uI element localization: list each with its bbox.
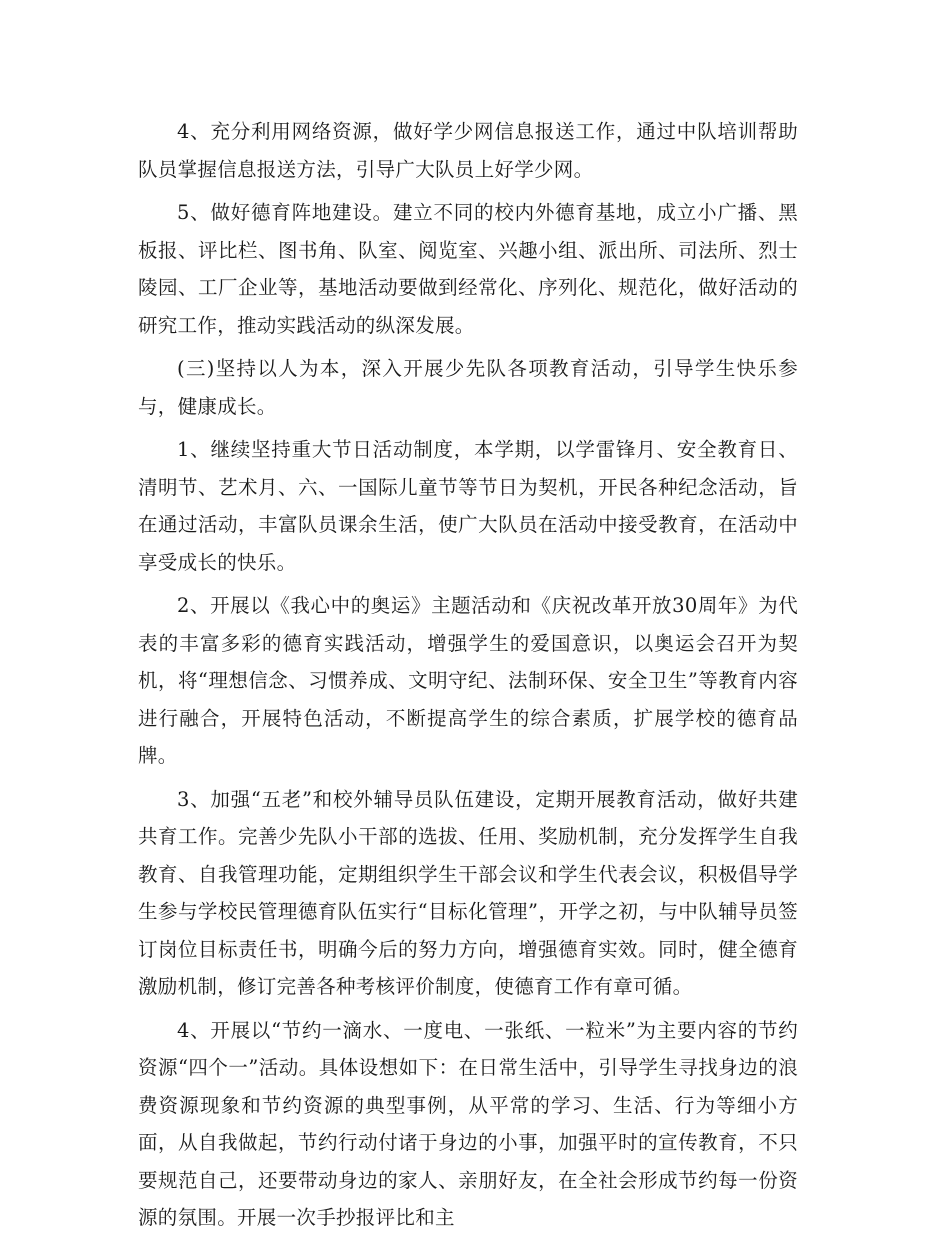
paragraph-item-5-moral-base: 5、做好德育阵地建设。建立不同的校内外德育基地，成立小广播、黑板报、评比栏、图书角、队室、阅览室、兴趣小组、派出所、司法所、烈士陵园、工厂企业等，基地活动要做到经常化、序列化、规范化，做好活动的研究工作，推动实践活动的纵深发展。 (138, 201, 798, 337)
paragraph-item-2-olympics: 2、开展以《我心中的奥运》主题活动和《庆祝改革开放30周年》为代表的丰富多彩的德育实践活动，增强学生的爱国意识，以奥运会召开为契机，将“理想信念、习惯养成、文明守纪、法制环保、安全卫生”等教育内容进行融合，开展特色活动，不断提高学生的综合素质，扩展学校的德育品牌。 (138, 594, 798, 767)
paragraph-item-4-network: 4、充分利用网络资源，做好学少网信息报送工作，通过中队培训帮助队员掌握信息报送方法，引导广大队员上好学少网。 (138, 120, 798, 181)
paragraph-item-4-saving: 4、开展以“节约一滴水、一度电、一张纸、一粒米”为主要内容的节约资源“四个一”活动。具体设想如下：在日常生活中，引导学生寻找身边的浪费资源现象和节约资源的典型事例，从平常的学习、生活、行为等细小方面，从自我做起，节约行动付诸于身边的小事，加强平时的宣传教育，不只要规范自己，还要带动身边的家人、亲朋好友，在全社会形成节约每一份资源的氛围。开展一次手抄报评比和主 (138, 1018, 798, 1229)
paragraph-item-3-counselors: 3、加强“五老”和校外辅导员队伍建设，定期开展教育活动，做好共建共育工作。完善少先队小干部的选拔、任用、奖励机制，充分发挥学生自我教育、自我管理功能，定期组织学生干部会议和学生代表会议，积极倡导学生参与学校民管理德育队伍实行“目标化管理”，开学之初，与中队辅导员签订岗位目标责任书，明确今后的努力方向，增强德育实效。同时，健全德育激励机制，修订完善各种考核评价制度，使德育工作有章可循。 (138, 787, 798, 998)
document-body (138, 113, 798, 1243)
section-heading-3: (三)坚持以人为本，深入开展少先队各项教育活动，引导学生快乐参与，健康成长。 (138, 357, 798, 418)
paragraph-item-1-holidays: 1、继续坚持重大节日活动制度，本学期，以学雷锋月、安全教育日、清明节、艺术月、六、一国际儿童节等节日为契机，开民各种纪念活动，旨在通过活动，丰富队员课余生活，使广大队员在活动中接受教育，在活动中享受成长的快乐。 (138, 438, 798, 574)
